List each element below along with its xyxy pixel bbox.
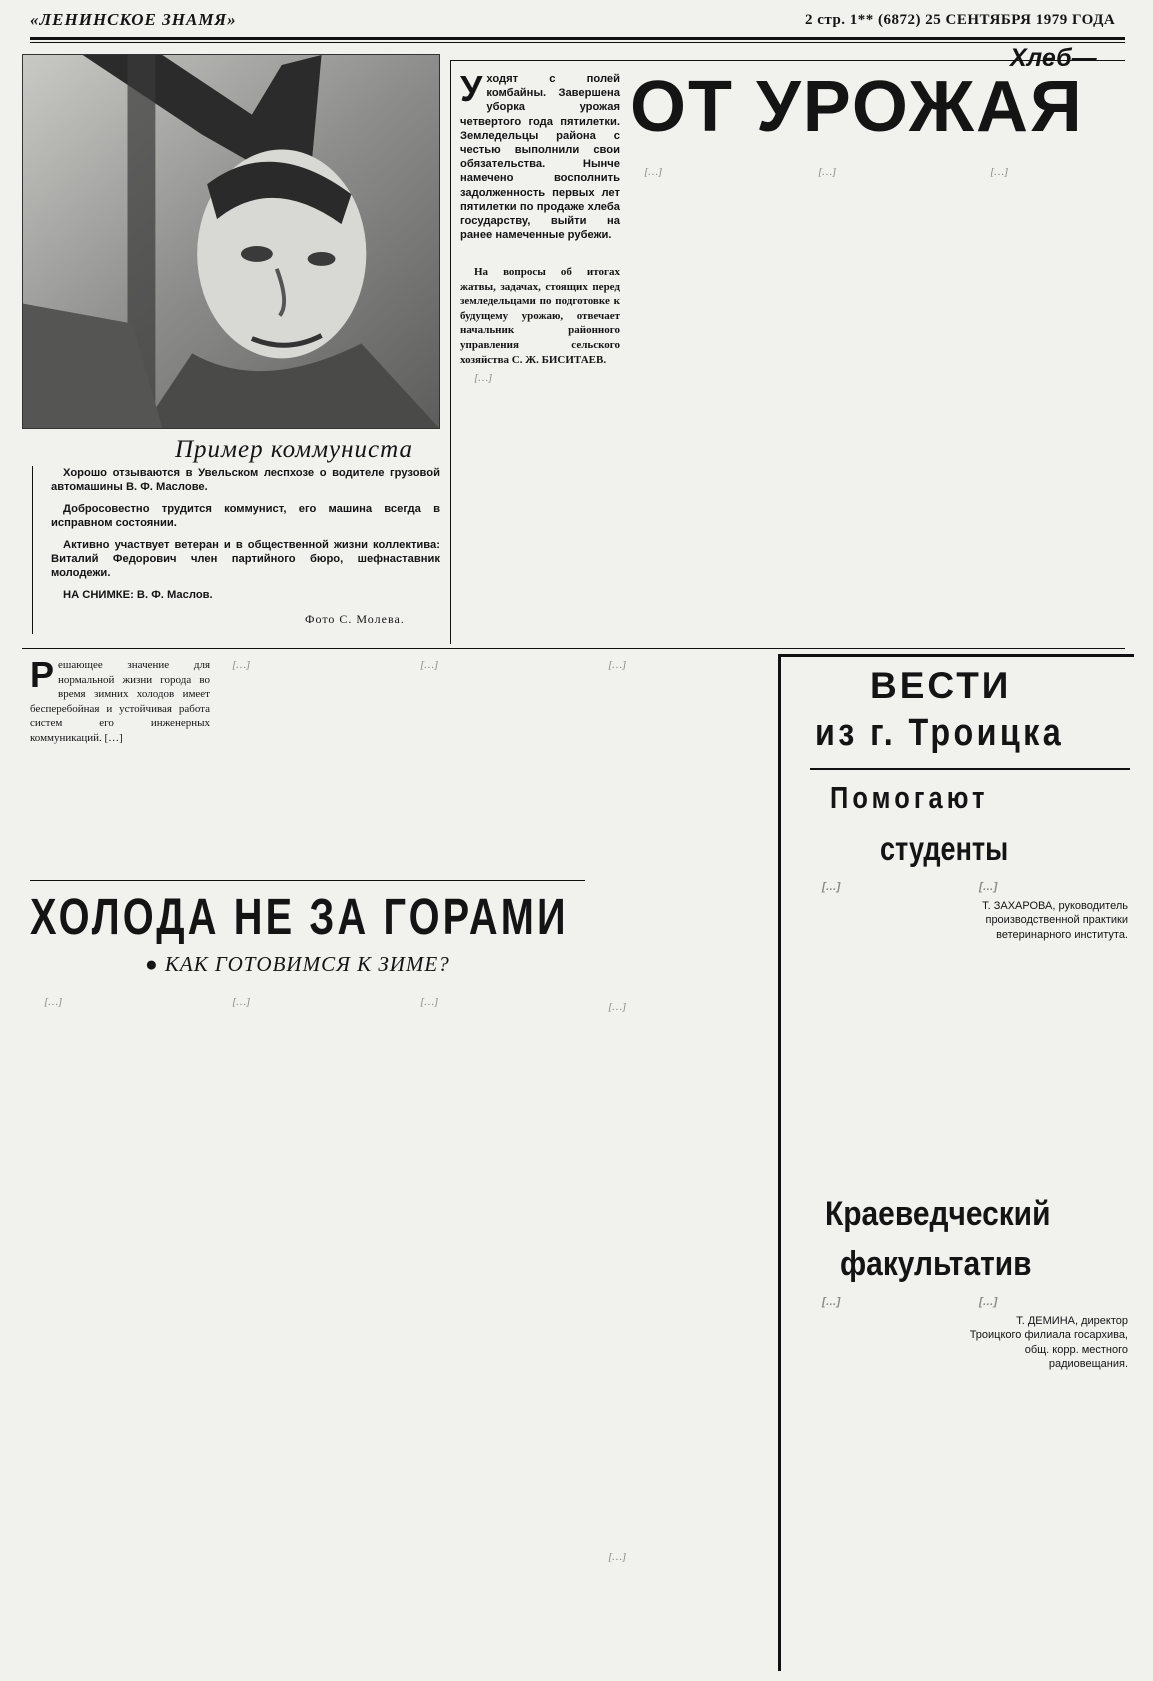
winter-lower-column-3 xyxy=(406,995,586,1670)
students-story-column-1 xyxy=(808,880,953,1190)
portrait-photo-image xyxy=(23,55,439,428)
local-history-text-1: […] xyxy=(822,1296,841,1308)
photo-credit: Фото С. Молева. xyxy=(305,612,405,626)
troitsk-heading-rule xyxy=(810,768,1130,770)
harvest-dropcap: У xyxy=(460,68,483,109)
harvest-column-1-text: […] xyxy=(644,166,663,178)
winter-lower-column-1 xyxy=(30,995,210,1670)
winter-lower-column-4 xyxy=(594,1550,772,1670)
troitsk-heading-news: ВЕСТИ xyxy=(870,665,1012,706)
winter-dropcap: Р xyxy=(30,658,55,695)
winter-upper-column-3 xyxy=(406,658,586,878)
masthead-rule-thin xyxy=(30,42,1125,43)
local-history-signature: Т. ДЕМИНА, директор Троицкого филиала госархива, общ. корр. местного радиовещания. xyxy=(969,1314,1128,1371)
harvest-lead xyxy=(460,68,620,242)
masthead-rule xyxy=(30,37,1125,40)
winter-upper-text-1: ешающее значение для нормальной жизни города во время зимних холодов имеет бесперебойная и устойчивая работа систем его инженерных коммуникаций. […] xyxy=(30,659,210,744)
caption-paragraph: Активно участвует ветеран и в общественной жизни коллектива: Виталий Федорович член партийного бюро, шефнаставник молодежи. xyxy=(51,539,440,579)
winter-upper-text-4: […] xyxy=(608,659,627,671)
local-history-text-2: […] xyxy=(979,1296,998,1308)
winter-upper-text-2: […] xyxy=(232,659,251,671)
winter-headline-rule xyxy=(30,880,585,881)
winter-lower-text-3: […] xyxy=(420,996,439,1008)
caption-title: Пример коммуниста xyxy=(175,436,414,463)
harvest-frame-left xyxy=(450,60,451,644)
winter-upper-text-5: […] xyxy=(608,1001,627,1013)
caption-on-photo: НА СНИМКЕ: В. Ф. Маслов. xyxy=(63,589,213,601)
winter-upper-column-2 xyxy=(218,658,398,878)
harvest-column-1 xyxy=(630,165,790,635)
harvest-column-2-text: […] xyxy=(818,166,837,178)
winter-lower-text-2: […] xyxy=(232,996,251,1008)
local-history-column-2 xyxy=(965,1295,1128,1665)
section-separator xyxy=(22,648,1125,649)
harvest-kicker: Хлеб— xyxy=(1010,44,1097,72)
caption-box xyxy=(32,466,440,634)
harvest-column-0: […] xyxy=(474,372,493,385)
winter-lower-text-4: […] xyxy=(608,1551,627,1563)
winter-lower-column-2 xyxy=(218,995,398,1670)
caption-paragraph: Хорошо отзываются в Увельском леспхозе о водителе грузовой автомашины В. Ф. Маслове. xyxy=(51,467,440,493)
harvest-headline: ОТ УРОЖАЯ xyxy=(630,67,1084,147)
winter-upper-text-3: […] xyxy=(420,659,439,671)
students-story-column-2 xyxy=(965,880,1128,1190)
caption-paragraph: Добросовестно трудится коммунист, его машина всегда в исправном состоянии. xyxy=(51,503,440,529)
harvest-lead-text: ходят с полей комбайны. Завершена уборка урожая четвертого года пятилетки. Земледельцы района с честью выполнили свои обязательства. Нынче намечено восполнить задолженность первых лет пятилетки по продаже хлеба государству, выйти на ранее намеченные рубежи. xyxy=(460,73,620,242)
local-history-title-2: факультатив xyxy=(840,1245,1032,1283)
winter-upper-column-1 xyxy=(30,658,210,878)
students-story-title-2: студенты xyxy=(880,830,1009,867)
local-history-column-1 xyxy=(808,1295,953,1665)
students-story-text-1: […] xyxy=(822,881,841,893)
local-history-title-1: Краеведческий xyxy=(825,1195,1051,1233)
issue-line: 2 стр. 1** (6872) 25 СЕНТЯБРЯ 1979 ГОДА xyxy=(805,12,1116,28)
harvest-lead-text-2: На вопросы об итогах жатвы, задачах, стоящих перед земледельцами по подготовке к будущему урожаю, отвечает начальник районного управления сельского хозяйства С. Ж. БИСИТАЕВ. xyxy=(460,266,620,366)
harvest-column-3 xyxy=(976,165,1134,635)
harvest-column-2 xyxy=(804,165,964,635)
students-story-title-1: Помогают xyxy=(830,780,989,815)
winter-lower-text-1: […] xyxy=(44,996,63,1008)
portrait-photo xyxy=(22,54,440,429)
newspaper-name: «ЛЕНИНСКОЕ ЗНАМЯ» xyxy=(30,10,237,29)
harvest-column-lead xyxy=(460,265,620,635)
troitsk-heading-city: из г. Троицка xyxy=(815,712,1065,754)
winter-headline: ХОЛОДА НЕ ЗА ГОРАМИ xyxy=(30,888,569,945)
winter-subheadline: ● КАК ГОТОВИМСЯ К ЗИМЕ? xyxy=(145,952,450,976)
students-story-text-2: […] xyxy=(979,881,998,893)
winter-upper-column-4 xyxy=(594,658,772,993)
students-story-signature: Т. ЗАХАРОВА, руководитель производственной практики ветеринарного института. xyxy=(982,899,1128,941)
harvest-column-3-text: […] xyxy=(990,166,1009,178)
